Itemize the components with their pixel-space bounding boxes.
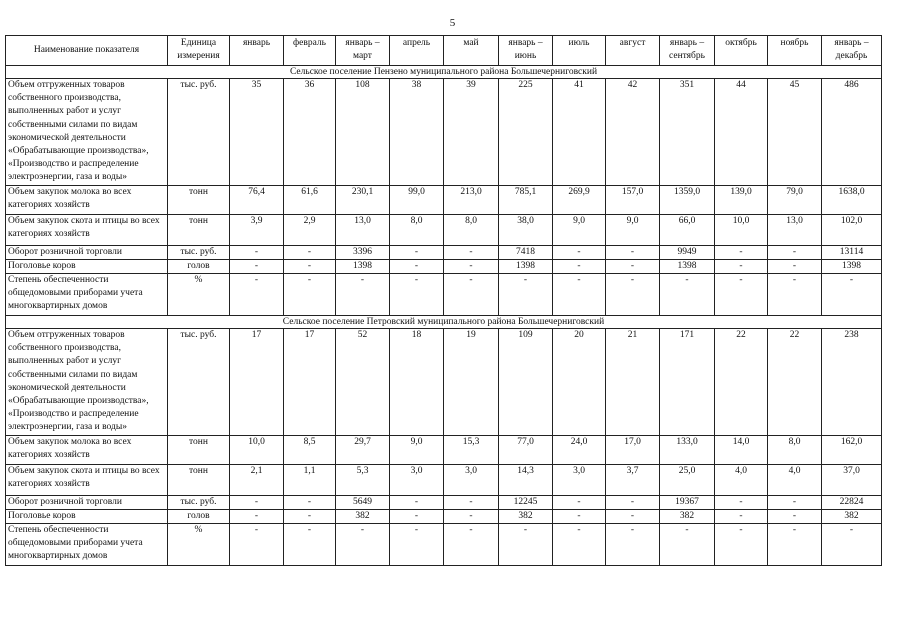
value-cell: -	[230, 524, 284, 566]
indicator-name: Объем закупок молока во всех категориях хозяйств	[6, 185, 168, 214]
unit-cell: тонн	[168, 435, 230, 464]
value-cell: 225	[499, 79, 553, 186]
unit-cell: %	[168, 274, 230, 316]
value-cell: -	[715, 509, 768, 523]
value-cell: 382	[822, 509, 882, 523]
value-cell: 213,0	[444, 185, 499, 214]
value-cell: 1398	[336, 259, 390, 273]
indicator-name: Объем отгруженных товаров собственного производства, выполненных работ и услуг собственными силами по видам экономической деятельности «Обрабатывающие производства», «Производство и распределение электроэнергии, газа и воды»	[6, 329, 168, 436]
indicator-name: Объем закупок скота и птицы во всех категориях хозяйств	[6, 214, 168, 245]
value-cell: 37,0	[822, 464, 882, 495]
section-header-row	[6, 316, 882, 329]
value-cell: 3,0	[444, 464, 499, 495]
value-cell: 269,9	[553, 185, 606, 214]
value-cell: -	[606, 509, 660, 523]
value-cell: -	[553, 495, 606, 509]
value-cell: -	[499, 524, 553, 566]
column-header-period: январь – март	[336, 36, 390, 66]
table-row	[6, 185, 882, 214]
value-cell: -	[284, 245, 336, 259]
value-cell: 14,3	[499, 464, 553, 495]
table-row	[6, 524, 882, 566]
value-cell: -	[444, 259, 499, 273]
value-cell: 8,0	[444, 214, 499, 245]
value-cell: 18	[390, 329, 444, 436]
indicator-name: Объем закупок молока во всех категориях хозяйств	[6, 435, 168, 464]
value-cell: 1398	[660, 259, 715, 273]
value-cell: 2,9	[284, 214, 336, 245]
unit-cell: тыс. руб.	[168, 245, 230, 259]
value-cell: -	[822, 524, 882, 566]
column-header-indicator: Наименование показателя	[6, 36, 168, 66]
table-row	[6, 495, 882, 509]
indicator-name: Оборот розничной торговли	[6, 495, 168, 509]
value-cell: -	[822, 274, 882, 316]
value-cell: -	[768, 245, 822, 259]
table-row	[6, 79, 882, 186]
value-cell: 29,7	[336, 435, 390, 464]
unit-cell: тыс. руб.	[168, 79, 230, 186]
value-cell: 22	[715, 329, 768, 436]
value-cell: 382	[660, 509, 715, 523]
unit-cell: тонн	[168, 185, 230, 214]
value-cell: -	[768, 259, 822, 273]
value-cell: 21	[606, 329, 660, 436]
value-cell: 45	[768, 79, 822, 186]
value-cell: 15,3	[444, 435, 499, 464]
section-header-row	[6, 66, 882, 79]
table-row	[6, 214, 882, 245]
column-header-period: январь – сентябрь	[660, 36, 715, 66]
value-cell: -	[606, 245, 660, 259]
indicator-name: Степень обеспеченности общедомовыми приборами учета многоквартирных домов	[6, 524, 168, 566]
table-row	[6, 329, 882, 436]
table-row	[6, 274, 882, 316]
value-cell: -	[768, 274, 822, 316]
value-cell: 1638,0	[822, 185, 882, 214]
value-cell: 38,0	[499, 214, 553, 245]
unit-cell: голов	[168, 259, 230, 273]
value-cell: -	[444, 495, 499, 509]
column-header-period: январь – июнь	[499, 36, 553, 66]
value-cell: -	[230, 509, 284, 523]
value-cell: -	[284, 524, 336, 566]
value-cell: 171	[660, 329, 715, 436]
value-cell: -	[768, 495, 822, 509]
value-cell: 238	[822, 329, 882, 436]
value-cell: -	[230, 274, 284, 316]
value-cell: 17	[230, 329, 284, 436]
value-cell: 44	[715, 79, 768, 186]
value-cell: 76,4	[230, 185, 284, 214]
value-cell: -	[715, 524, 768, 566]
value-cell: 22	[768, 329, 822, 436]
value-cell: 3,9	[230, 214, 284, 245]
indicator-name: Поголовье коров	[6, 259, 168, 273]
value-cell: -	[606, 274, 660, 316]
indicator-name: Объем отгруженных товаров собственного производства, выполненных работ и услуг собственными силами по видам экономической деятельности «Обрабатывающие производства», «Производство и распределение электроэнергии, газа и воды»	[6, 79, 168, 186]
value-cell: 4,0	[768, 464, 822, 495]
value-cell: 351	[660, 79, 715, 186]
value-cell: 7418	[499, 245, 553, 259]
value-cell: -	[606, 259, 660, 273]
column-header-period: октябрь	[715, 36, 768, 66]
value-cell: 133,0	[660, 435, 715, 464]
value-cell: 230,1	[336, 185, 390, 214]
value-cell: 41	[553, 79, 606, 186]
value-cell: -	[284, 509, 336, 523]
value-cell: 1398	[822, 259, 882, 273]
value-cell: -	[553, 245, 606, 259]
value-cell: -	[390, 245, 444, 259]
table-header-row	[6, 36, 882, 66]
value-cell: 10,0	[230, 435, 284, 464]
value-cell: -	[768, 509, 822, 523]
value-cell: 9,0	[606, 214, 660, 245]
unit-cell: тыс. руб.	[168, 329, 230, 436]
column-header-period: январь – декабрь	[822, 36, 882, 66]
value-cell: 9949	[660, 245, 715, 259]
column-header-period: ноябрь	[768, 36, 822, 66]
value-cell: -	[284, 259, 336, 273]
value-cell: 22824	[822, 495, 882, 509]
value-cell: 42	[606, 79, 660, 186]
value-cell: 1,1	[284, 464, 336, 495]
value-cell: 10,0	[715, 214, 768, 245]
value-cell: 3396	[336, 245, 390, 259]
unit-cell: %	[168, 524, 230, 566]
table-row	[6, 464, 882, 495]
value-cell: 61,6	[284, 185, 336, 214]
value-cell: 36	[284, 79, 336, 186]
value-cell: -	[715, 274, 768, 316]
value-cell: 52	[336, 329, 390, 436]
value-cell: -	[444, 509, 499, 523]
page-number: 5	[449, 17, 456, 29]
value-cell: -	[390, 274, 444, 316]
value-cell: -	[553, 274, 606, 316]
column-header-period: август	[606, 36, 660, 66]
value-cell: 13,0	[336, 214, 390, 245]
value-cell: 79,0	[768, 185, 822, 214]
value-cell: 3,0	[553, 464, 606, 495]
value-cell: -	[336, 524, 390, 566]
value-cell: -	[444, 524, 499, 566]
value-cell: -	[606, 495, 660, 509]
value-cell: 8,0	[390, 214, 444, 245]
table-row	[6, 259, 882, 273]
value-cell: 3,0	[390, 464, 444, 495]
value-cell: 14,0	[715, 435, 768, 464]
indicator-name: Степень обеспеченности общедомовыми приборами учета многоквартирных домов	[6, 274, 168, 316]
value-cell: 785,1	[499, 185, 553, 214]
value-cell: 38	[390, 79, 444, 186]
value-cell: 9,0	[553, 214, 606, 245]
value-cell: 66,0	[660, 214, 715, 245]
value-cell: 139,0	[715, 185, 768, 214]
value-cell: -	[715, 495, 768, 509]
value-cell: 19367	[660, 495, 715, 509]
value-cell: 1359,0	[660, 185, 715, 214]
column-header-period: июль	[553, 36, 606, 66]
column-header-period: январь	[230, 36, 284, 66]
value-cell: -	[390, 524, 444, 566]
value-cell: 13,0	[768, 214, 822, 245]
value-cell: 5649	[336, 495, 390, 509]
value-cell: 162,0	[822, 435, 882, 464]
value-cell: 1398	[499, 259, 553, 273]
value-cell: 77,0	[499, 435, 553, 464]
value-cell: 108	[336, 79, 390, 186]
value-cell: -	[444, 274, 499, 316]
value-cell: -	[553, 509, 606, 523]
value-cell: -	[284, 274, 336, 316]
value-cell: -	[390, 495, 444, 509]
value-cell: -	[284, 495, 336, 509]
value-cell: -	[660, 524, 715, 566]
value-cell: 486	[822, 79, 882, 186]
statistics-table	[5, 35, 882, 566]
value-cell: -	[553, 259, 606, 273]
value-cell: -	[444, 245, 499, 259]
value-cell: -	[230, 495, 284, 509]
unit-cell: тыс. руб.	[168, 495, 230, 509]
value-cell: 12245	[499, 495, 553, 509]
value-cell: 157,0	[606, 185, 660, 214]
section-title: Сельское поселение Пензено муниципального района Большечерниговский	[6, 66, 882, 79]
value-cell: -	[336, 274, 390, 316]
value-cell: -	[768, 524, 822, 566]
value-cell: 9,0	[390, 435, 444, 464]
value-cell: 13114	[822, 245, 882, 259]
unit-cell: голов	[168, 509, 230, 523]
column-header-unit: Единица измерения	[168, 36, 230, 66]
value-cell: 19	[444, 329, 499, 436]
value-cell: 382	[499, 509, 553, 523]
section-title: Сельское поселение Петровский муниципального района Большечерниговский	[6, 316, 882, 329]
value-cell: -	[606, 524, 660, 566]
value-cell: 8,5	[284, 435, 336, 464]
value-cell: 5,3	[336, 464, 390, 495]
table-row	[6, 245, 882, 259]
value-cell: -	[390, 259, 444, 273]
value-cell: -	[390, 509, 444, 523]
value-cell: -	[553, 524, 606, 566]
column-header-period: май	[444, 36, 499, 66]
column-header-period: февраль	[284, 36, 336, 66]
unit-cell: тонн	[168, 464, 230, 495]
value-cell: 2,1	[230, 464, 284, 495]
value-cell: 20	[553, 329, 606, 436]
value-cell: 8,0	[768, 435, 822, 464]
value-cell: -	[499, 274, 553, 316]
value-cell: 17	[284, 329, 336, 436]
value-cell: 25,0	[660, 464, 715, 495]
value-cell: 4,0	[715, 464, 768, 495]
value-cell: 382	[336, 509, 390, 523]
value-cell: 99,0	[390, 185, 444, 214]
value-cell: 3,7	[606, 464, 660, 495]
value-cell: 102,0	[822, 214, 882, 245]
value-cell: 39	[444, 79, 499, 186]
value-cell: 24,0	[553, 435, 606, 464]
value-cell: -	[230, 245, 284, 259]
table-row	[6, 509, 882, 523]
unit-cell: тонн	[168, 214, 230, 245]
value-cell: -	[715, 259, 768, 273]
indicator-name: Поголовье коров	[6, 509, 168, 523]
value-cell: 109	[499, 329, 553, 436]
value-cell: -	[715, 245, 768, 259]
table-row	[6, 435, 882, 464]
indicator-name: Оборот розничной торговли	[6, 245, 168, 259]
indicator-name: Объем закупок скота и птицы во всех категориях хозяйств	[6, 464, 168, 495]
value-cell: -	[660, 274, 715, 316]
value-cell: 35	[230, 79, 284, 186]
value-cell: -	[230, 259, 284, 273]
value-cell: 17,0	[606, 435, 660, 464]
column-header-period: апрель	[390, 36, 444, 66]
